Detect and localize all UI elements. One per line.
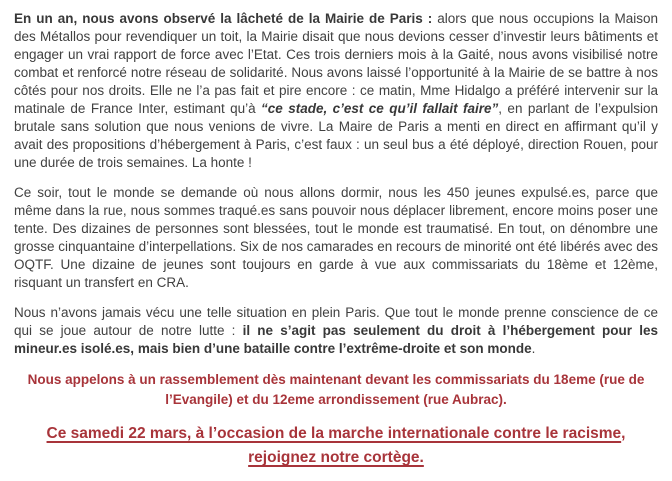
intro-lead-bold: En un an, nous avons observé la lâcheté de la Mairie de Paris : [14, 11, 433, 26]
stakes-text-b: . [531, 341, 536, 356]
stakes-bold: il ne s’agit pas seulement du droit à l’hébergement pour les mineur.es isolé.es, mais bien d’une bataille contre l’extrême-droite et son monde [14, 323, 658, 356]
rally-callout-line-2: l’Evangile) et du 12eme arrondissement (rue Aubrac). [165, 392, 507, 407]
stakes-text-a: Nous n’avons jamais vécu une telle situation en plein Paris. Que tout le monde prenne conscience de ce qui se joue autour de notre lutte : [14, 305, 658, 338]
rally-callout-line-1: Nous appelons à un rassemblement dès maintenant devant les commissariats du 18eme (rue de [27, 372, 645, 387]
intro-text-a: alors que nous occupions la Maison des Métallos pour revendiquer un toit, la Mairie disait que nous devions cesser d’investir leurs bâtiments et engager un vrai rapport de force avec l’Etat. Ces trois derniers mois à la Gaité, nous avons visibilisé notre combat et renforcé notre réseau de solidarité. Nous avons laissé l’opportunité à la Mairie de se battre à nos côtés pour nos droits. Elle ne l’a pas fait et pire encore : ce matin, Mme Hidalgo a préféré intervenir sur la matinale de France Inter, estimant qu’à [14, 11, 658, 116]
paragraph-intro [14, 10, 658, 172]
intro-text-b: , en parlant de l’expulsion brutale sans solution que nous venions de vivre. La Maire de Paris a menti en direct en affirmant qu’il y avait des propositions d’hébergement à Paris, c’est faux : un seul bus a été déployé, direction Rouen, pour une durée de trois semaines. La honte ! [14, 101, 658, 170]
hidalgo-quote: “ce stade, c’est ce qu’il fallait faire” [261, 101, 499, 116]
march-banner-comma: , [621, 425, 626, 442]
rally-callout [14, 370, 658, 410]
march-banner [14, 422, 658, 470]
paragraph-stakes [14, 304, 658, 358]
march-banner-line-2: rejoignez notre cortège. [248, 449, 424, 466]
march-banner-line-1: Ce samedi 22 mars, à l’occasion de la marche internationale contre le racisme [46, 425, 622, 442]
paragraph-aftermath [14, 184, 658, 292]
aftermath-text: Ce soir, tout le monde se demande où nous allons dormir, nous les 450 jeunes expulsé.es, parce que même dans la rue, nous sommes traqué.es sans pouvoir nous déplacer librement, encore moins poser une tente. Des dizaines de personnes sont blessées, tout le monde est traumatisé. En tout, on dénombre une grosse cinquantaine d’interpellations. Six de nos camarades en recours de minorité ont été libérés avec des OQTF. Une dizaine de jeunes sont toujours en garde à vue aux commissariats du 18ème et 12ème, risquant un transfert en CRA. [14, 185, 658, 290]
